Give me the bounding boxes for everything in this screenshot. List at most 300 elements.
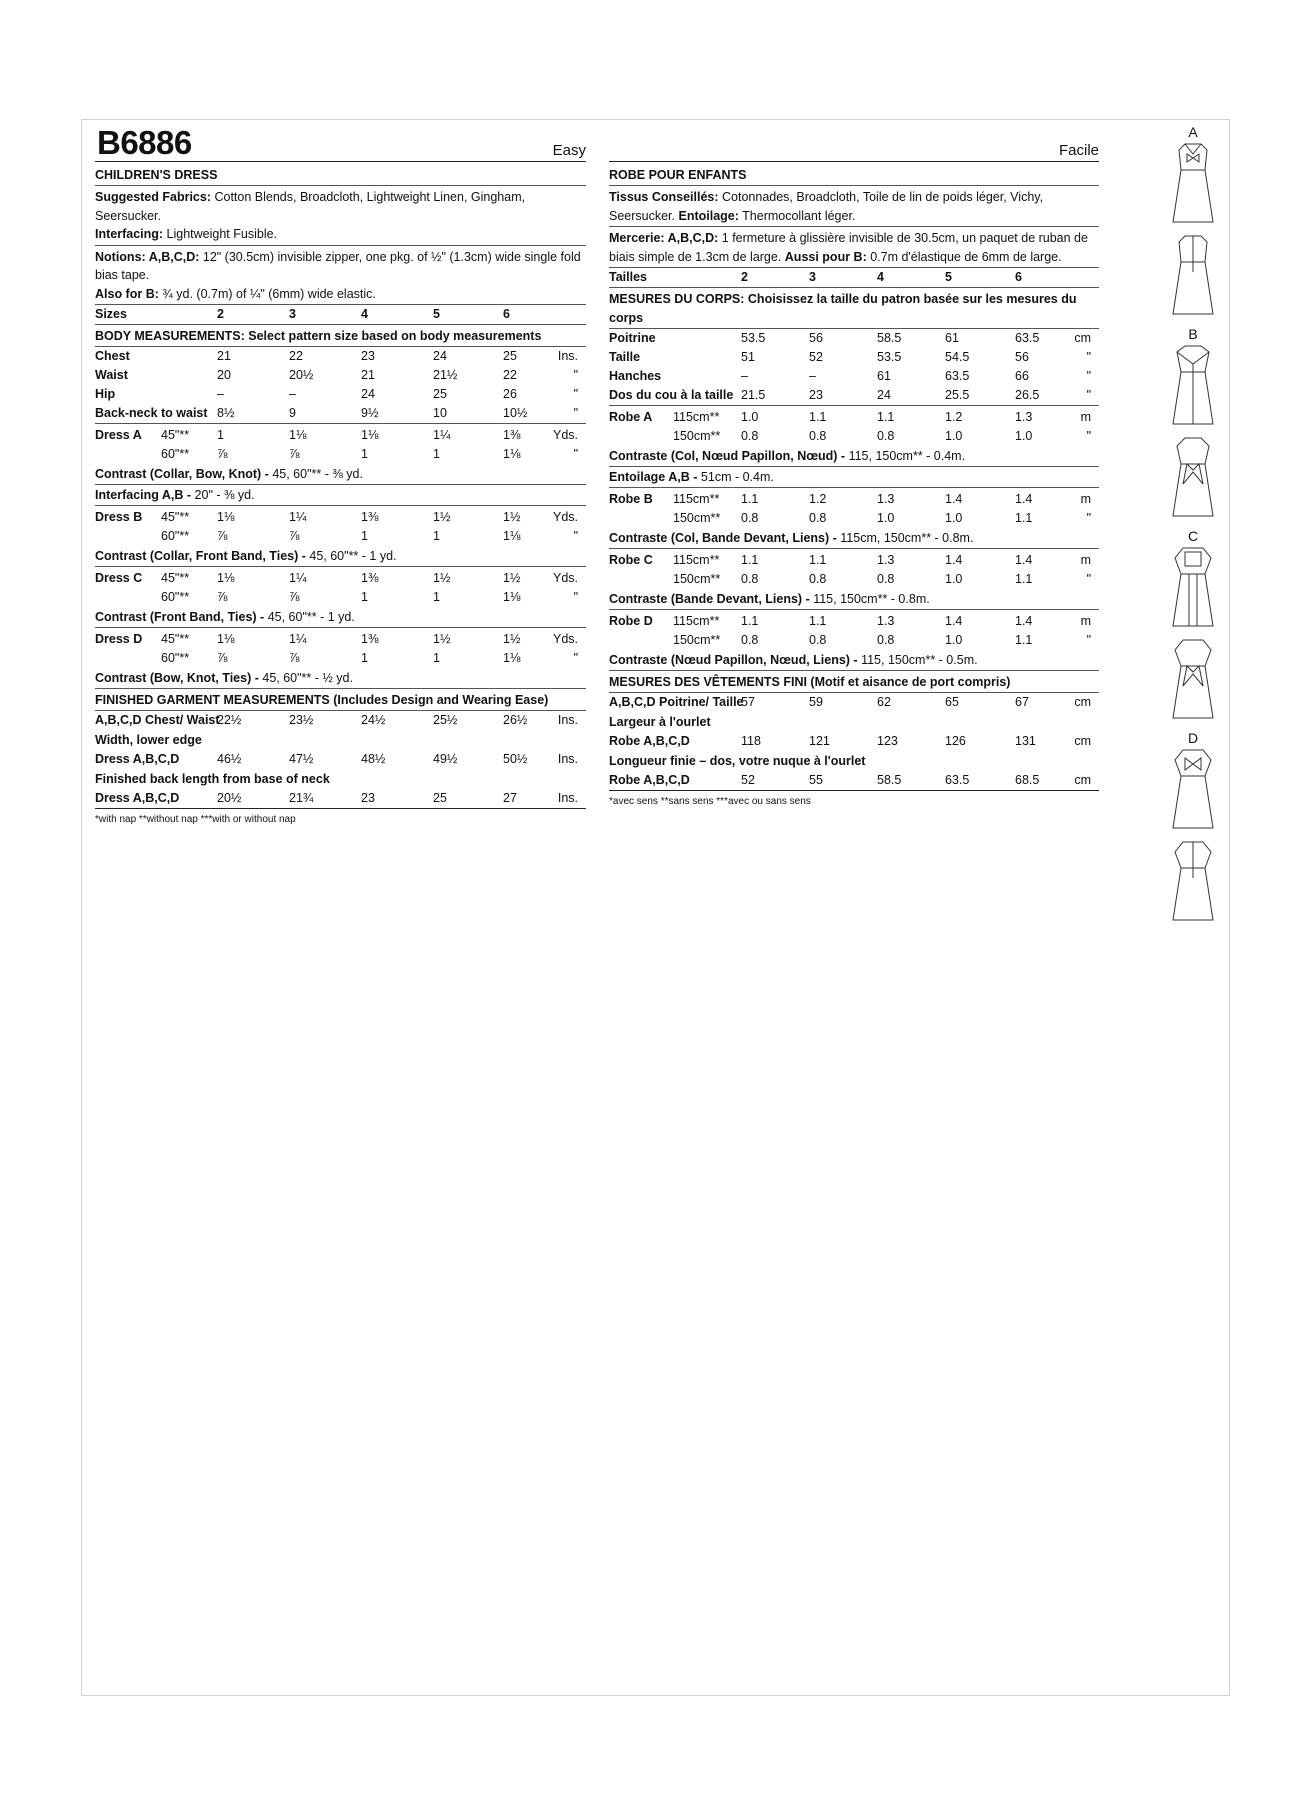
- text: 51cm - 0.4m.: [697, 470, 774, 484]
- unit: Yds.: [552, 571, 578, 585]
- yardage-row: [95, 527, 586, 546]
- cell-value: 1: [361, 651, 368, 665]
- yardage-row: [95, 445, 586, 464]
- cell-value: 56: [809, 331, 823, 345]
- cell-value: 131: [1015, 734, 1036, 748]
- fabric-width: 115cm**: [673, 553, 720, 567]
- cell-value: 1: [217, 428, 224, 442]
- row-label: Robe C: [609, 553, 653, 567]
- yardage-dress_b: [95, 506, 586, 546]
- cell-value: 1½: [503, 571, 521, 585]
- cell-value: 55: [809, 773, 823, 787]
- fabric-width: 150cm**: [673, 572, 721, 586]
- size-value: 4: [361, 307, 368, 321]
- cell-value: 1⅛: [503, 447, 521, 461]
- finished-row: [609, 771, 1099, 791]
- contrast-line: [95, 464, 586, 485]
- row-label: Back-neck to waist: [95, 406, 208, 420]
- label: Entoilage A,B -: [609, 470, 698, 484]
- label: Notions: A,B,C,D:: [95, 249, 200, 264]
- cell-value: 26: [503, 387, 517, 401]
- fabric-width: 115cm**: [673, 410, 720, 424]
- label: Tissus Conseillés:: [609, 190, 719, 204]
- cell-value: 25: [433, 387, 447, 401]
- cell-value: 0.8: [741, 429, 759, 443]
- body-row: [95, 385, 586, 404]
- yardage-row: [609, 551, 1099, 570]
- cell-value: 1.4: [945, 614, 963, 628]
- cell-value: 121: [809, 734, 830, 748]
- text: 0.7m d'élastique de 6mm de large.: [866, 249, 1062, 264]
- body-row: [95, 347, 586, 366]
- cell-value: 1.0: [945, 572, 963, 586]
- sizes-label: Tailles: [609, 270, 647, 284]
- contrast-line: [95, 668, 586, 689]
- cell-value: 22: [503, 368, 517, 382]
- cell-value: –: [809, 369, 816, 383]
- cell-value: 8½: [217, 406, 235, 420]
- label: Aussi pour B:: [784, 249, 867, 264]
- cell-value: 118: [741, 734, 761, 748]
- cell-value: 9½: [361, 406, 379, 420]
- row-label: Dos du cou à la taille: [609, 388, 734, 402]
- cell-value: 0.8: [809, 572, 827, 586]
- cell-value: 27: [503, 791, 517, 805]
- cell-value: 1: [433, 529, 440, 543]
- cell-value: –: [217, 387, 224, 401]
- unit: cm: [1074, 331, 1091, 345]
- body-measurements-heading: BODY MEASUREMENTS: Select pattern size based on body measurements: [95, 325, 586, 347]
- cell-value: 62: [877, 695, 891, 709]
- text: 12" (30.5cm) invisible zipper, one pkg. of ½" (1.3cm) wide single fold bias tape.: [95, 249, 581, 282]
- yardage-dress_d: [609, 610, 1099, 650]
- unit: ": [1086, 511, 1091, 525]
- difficulty-level: Facile: [1058, 142, 1099, 159]
- yardage-dress_a: [609, 406, 1099, 446]
- text: Thermocollant léger.: [738, 208, 856, 223]
- cell-value: 47½: [289, 752, 314, 766]
- yardage-dress_d: [95, 628, 586, 668]
- cell-value: 1.3: [877, 492, 895, 506]
- cell-value: 1.1: [741, 614, 759, 628]
- size-value: 6: [1015, 270, 1022, 284]
- fabric-width: 150cm**: [673, 429, 721, 443]
- back-length-label: Longueur finie – dos, votre nuque à l'ourlet: [609, 754, 866, 768]
- cell-value: ⅞: [217, 529, 228, 543]
- cell-value: 0.8: [741, 572, 759, 586]
- cell-value: 50½: [503, 752, 528, 766]
- cell-value: 1.2: [945, 410, 963, 424]
- yardage-row: [95, 649, 586, 668]
- unit: ": [1086, 572, 1091, 586]
- text: 115, 150cm** - 0.5m.: [857, 653, 978, 667]
- cell-value: 1⅛: [361, 428, 379, 442]
- text: ¾ yd. (0.7m) of ¼" (6mm) wide elastic.: [158, 286, 376, 301]
- cell-value: 0.8: [877, 572, 895, 586]
- cell-value: 24: [361, 387, 375, 401]
- cell-value: 25½: [433, 713, 458, 727]
- view-c-letter: C: [1187, 528, 1199, 544]
- cell-value: 123: [877, 734, 898, 748]
- french-column: [609, 124, 1099, 807]
- cell-value: 1⅜: [361, 571, 379, 585]
- unit: m: [1080, 410, 1091, 424]
- unit: ": [573, 651, 578, 665]
- fabric-width: 60"**: [161, 447, 190, 461]
- cell-value: 49½: [433, 752, 458, 766]
- cell-value: 1¼: [289, 571, 307, 585]
- cell-value: 10½: [503, 406, 528, 420]
- unit: ": [1086, 350, 1091, 364]
- footnote: *with nap **without nap ***with or without nap: [95, 814, 296, 825]
- dress-c-front-icon: [1167, 544, 1219, 630]
- cell-value: 0.8: [741, 633, 759, 647]
- body-row: [95, 366, 586, 385]
- pattern-title: CHILDREN'S DRESS: [95, 162, 586, 186]
- pattern-title: ROBE POUR ENFANTS: [609, 162, 1099, 186]
- cell-value: ⅞: [217, 590, 228, 604]
- unit: ": [573, 387, 578, 401]
- fabric-width: 150cm**: [673, 511, 721, 525]
- english-column: [95, 124, 586, 825]
- cell-value: 22½: [217, 713, 242, 727]
- unit: ": [573, 368, 578, 382]
- row-label: A,B,C,D Chest/ Waist: [95, 713, 220, 727]
- cell-value: ⅞: [289, 447, 300, 461]
- row-label: Dress A: [95, 428, 142, 442]
- cell-value: 48½: [361, 752, 386, 766]
- cell-value: 61: [877, 369, 891, 383]
- text: 1 fermeture à glissière invisible de 30.5cm, un paquet de ruban de biais simple de 1.3cm de large.: [609, 231, 1088, 264]
- contrast-line: [609, 589, 1099, 610]
- cell-value: 1.1: [1015, 572, 1033, 586]
- finished-measurements-heading: MESURES DES VÊTEMENTS FINI (Motif et aisance de port compris): [609, 671, 1099, 693]
- interfacing-ab-line: [95, 485, 586, 506]
- unit: ": [573, 406, 578, 420]
- cell-value: 61: [945, 331, 959, 345]
- cell-value: 24½: [361, 713, 386, 727]
- view-a-letter: A: [1188, 124, 1198, 140]
- contrast-line: [95, 546, 586, 567]
- size-value: 3: [809, 270, 816, 284]
- cell-value: 1⅛: [503, 651, 521, 665]
- cell-value: 1.1: [741, 553, 759, 567]
- cell-value: 1: [433, 447, 440, 461]
- sizes-label: Sizes: [95, 307, 127, 321]
- cell-value: 1.0: [945, 633, 963, 647]
- yardage-row: [95, 508, 586, 527]
- cell-value: 53.5: [877, 350, 902, 364]
- cell-value: 51: [741, 350, 755, 364]
- label: Contraste (Col, Nœud Papillon, Nœud) -: [609, 449, 846, 463]
- unit: ": [1086, 388, 1091, 402]
- cell-value: 52: [741, 773, 755, 787]
- cell-value: 1.3: [877, 614, 895, 628]
- cell-value: 20: [217, 368, 231, 382]
- cell-value: 65: [945, 695, 959, 709]
- cell-value: 1½: [433, 632, 451, 646]
- notions-paragraph: [95, 246, 586, 306]
- yardage-dress_a: [95, 424, 586, 464]
- cell-value: 63.5: [945, 773, 970, 787]
- cell-value: 23: [361, 791, 375, 805]
- cell-value: 63.5: [945, 369, 970, 383]
- cell-value: 23½: [289, 713, 314, 727]
- cell-value: 1½: [433, 571, 451, 585]
- cell-value: 1.1: [741, 492, 759, 506]
- cell-value: 1.0: [1015, 429, 1033, 443]
- cell-value: 54.5: [945, 350, 970, 364]
- yardage-row: [95, 426, 586, 445]
- cell-value: 58.5: [877, 773, 902, 787]
- cell-value: 24: [433, 349, 447, 363]
- label: Suggested Fabrics:: [95, 190, 211, 204]
- cell-value: 25.5: [945, 388, 970, 402]
- footnote: *avec sens **sans sens ***avec ou sans sens: [609, 796, 811, 807]
- fabric-width: 115cm**: [673, 614, 720, 628]
- row-label: Robe A,B,C,D: [609, 734, 690, 748]
- row-label: Waist: [95, 368, 128, 382]
- cell-value: 21½: [433, 368, 458, 382]
- yardage-dress_c: [95, 567, 586, 607]
- cell-value: 1.4: [1015, 614, 1033, 628]
- cell-value: 21: [361, 368, 375, 382]
- size-value: 2: [217, 307, 224, 321]
- cell-value: 1.4: [945, 553, 963, 567]
- row-label: Dress C: [95, 571, 143, 585]
- unit: ": [1086, 369, 1091, 383]
- cell-value: 1.3: [877, 553, 895, 567]
- dress-d-front-icon: [1167, 746, 1219, 832]
- cell-value: 1.1: [809, 614, 827, 628]
- row-label: Robe D: [609, 614, 653, 628]
- body-row: [609, 386, 1099, 406]
- unit: cm: [1074, 773, 1091, 787]
- dress-b-front-icon: [1167, 342, 1219, 428]
- cell-value: 1⅜: [503, 428, 521, 442]
- yardage-row: [609, 612, 1099, 631]
- unit: ": [573, 529, 578, 543]
- row-label: Taille: [609, 350, 641, 364]
- cell-value: 59: [809, 695, 823, 709]
- finished-row: [95, 750, 586, 769]
- unit: Yds.: [552, 632, 578, 646]
- label: Also for B:: [95, 286, 159, 301]
- row-label: Robe A,B,C,D: [609, 773, 690, 787]
- header: [609, 124, 1099, 162]
- row-label: Dress B: [95, 510, 143, 524]
- yardage-dress_c: [609, 549, 1099, 589]
- cell-value: 1½: [503, 510, 521, 524]
- label: Contrast (Front Band, Ties) -: [95, 610, 265, 624]
- cell-value: 21.5: [741, 388, 766, 402]
- cell-value: 1: [433, 590, 440, 604]
- cell-value: ⅞: [289, 651, 300, 665]
- finished-row: [609, 732, 1099, 751]
- cell-value: 1: [361, 529, 368, 543]
- cell-value: 1.0: [877, 511, 895, 525]
- cell-value: 1⅛: [503, 590, 521, 604]
- cell-value: 1.4: [1015, 492, 1033, 506]
- label: Contraste (Nœud Papillon, Nœud, Liens) -: [609, 653, 858, 667]
- row-label: Dress A,B,C,D: [95, 752, 180, 766]
- unit: Ins.: [557, 752, 578, 766]
- fabric-width: 45"**: [161, 632, 190, 646]
- fabric-width: 60"**: [161, 651, 190, 665]
- cell-value: 66: [1015, 369, 1029, 383]
- cell-value: 25: [503, 349, 517, 363]
- yardage-row: [609, 408, 1099, 427]
- cell-value: 1½: [503, 632, 521, 646]
- label: Entoilage:: [678, 208, 739, 223]
- cell-value: 58.5: [877, 331, 902, 345]
- cell-value: 20½: [217, 791, 242, 805]
- cell-value: 56: [1015, 350, 1029, 364]
- yardage-row: [609, 631, 1099, 650]
- cell-value: 1.0: [945, 429, 963, 443]
- text: Cotton Blends, Broadcloth, Lightweight Linen, Gingham, Seersucker.: [95, 190, 526, 223]
- body-row: [95, 404, 586, 424]
- unit: ": [1086, 429, 1091, 443]
- size-value: 4: [877, 270, 884, 284]
- contrast-line: [95, 607, 586, 628]
- label: Contrast (Collar, Bow, Knot) -: [95, 467, 269, 481]
- body-row: [609, 348, 1099, 367]
- cell-value: 9: [289, 406, 296, 420]
- fabric-width: 60"**: [161, 590, 190, 604]
- yardage-row: [609, 570, 1099, 589]
- yardage-row: [95, 569, 586, 588]
- cell-value: 0.8: [809, 429, 827, 443]
- unit: Ins.: [557, 713, 578, 727]
- label: Interfacing:: [95, 227, 164, 241]
- yardage-row: [609, 490, 1099, 509]
- cell-value: 1.1: [1015, 511, 1033, 525]
- cell-value: –: [741, 369, 748, 383]
- text: 20" - ⅜ yd.: [191, 488, 255, 502]
- cell-value: ⅞: [289, 590, 300, 604]
- label: Contrast (Bow, Knot, Ties) -: [95, 671, 259, 685]
- size-value: 5: [433, 307, 440, 321]
- cell-value: –: [289, 387, 296, 401]
- cell-value: 26½: [503, 713, 528, 727]
- cell-value: 0.8: [877, 429, 895, 443]
- fabric-width: 150cm**: [673, 633, 721, 647]
- fabrics-paragraph: [609, 186, 1099, 227]
- size-value: 6: [503, 307, 510, 321]
- cell-value: 1.2: [809, 492, 827, 506]
- row-label: Poitrine: [609, 331, 656, 345]
- unit: m: [1080, 614, 1091, 628]
- label: Contraste (Bande Devant, Liens) -: [609, 592, 810, 606]
- cell-value: 23: [361, 349, 375, 363]
- view-d-letter: D: [1187, 730, 1199, 746]
- text: 45, 60"** - 1 yd.: [305, 549, 397, 563]
- yardage-row: [609, 427, 1099, 446]
- cell-value: 21: [217, 349, 231, 363]
- cell-value: 1: [361, 447, 368, 461]
- row-label: Robe B: [609, 492, 653, 506]
- cell-value: ⅞: [217, 651, 228, 665]
- fabric-width: 60"**: [161, 529, 190, 543]
- unit: ": [573, 590, 578, 604]
- cell-value: 1¼: [433, 428, 451, 442]
- back-length-label: Finished back length from base of neck: [95, 772, 330, 786]
- cell-value: 24: [877, 388, 891, 402]
- cell-value: 1⅛: [217, 632, 235, 646]
- sizes-row: [95, 305, 586, 325]
- cell-value: 1.0: [945, 511, 963, 525]
- row-label: Hanches: [609, 369, 662, 383]
- dress-c-back-icon: [1167, 636, 1219, 722]
- yardage-dress_b: [609, 488, 1099, 528]
- cell-value: 1.1: [1015, 633, 1033, 647]
- cell-value: 1⅛: [217, 571, 235, 585]
- cell-value: 1: [433, 651, 440, 665]
- size-value: 5: [945, 270, 952, 284]
- text: 45, 60"** - 1 yd.: [264, 610, 355, 624]
- cell-value: ⅞: [217, 447, 228, 461]
- text: 115, 150cm** - 0.4m.: [845, 449, 966, 463]
- cell-value: 0.8: [809, 511, 827, 525]
- cell-value: 20½: [289, 368, 314, 382]
- row-label: A,B,C,D Poitrine/ Taille: [609, 695, 744, 709]
- fabric-width: 45"**: [161, 510, 190, 524]
- text: 115, 150cm** - 0.8m.: [809, 592, 930, 606]
- contrast-line: [609, 446, 1099, 467]
- cell-value: 1¼: [289, 510, 307, 524]
- cell-value: 0.8: [741, 511, 759, 525]
- difficulty-level: Easy: [552, 142, 586, 159]
- fabric-width: 115cm**: [673, 492, 720, 506]
- cell-value: 1.0: [741, 410, 759, 424]
- finished-row: [95, 711, 586, 730]
- cell-value: 1⅛: [289, 428, 307, 442]
- dress-d-back-icon: [1167, 838, 1219, 924]
- cell-value: 25: [433, 791, 447, 805]
- text: 45, 60"** - ⅜ yd.: [268, 467, 363, 481]
- finished-row: [609, 693, 1099, 712]
- cell-value: 46½: [217, 752, 242, 766]
- sizes-row: [609, 268, 1099, 288]
- unit: Yds.: [552, 428, 578, 442]
- unit: m: [1080, 553, 1091, 567]
- cell-value: 1.1: [809, 553, 827, 567]
- contrast-line: [609, 650, 1099, 671]
- cell-value: 10: [433, 406, 447, 420]
- label: Mercerie: A,B,C,D:: [609, 231, 719, 245]
- row-label: Hip: [95, 387, 116, 401]
- view-b-letter: B: [1188, 326, 1198, 342]
- cell-value: 21¾: [289, 791, 314, 805]
- yardage-row: [609, 509, 1099, 528]
- fabrics-paragraph: [95, 186, 586, 246]
- notions-paragraph: [609, 227, 1099, 268]
- unit: cm: [1074, 695, 1091, 709]
- cell-value: 26.5: [1015, 388, 1040, 402]
- cell-value: 53.5: [741, 331, 766, 345]
- cell-value: 1: [361, 590, 368, 604]
- cell-value: 0.8: [809, 633, 827, 647]
- body-row: [609, 329, 1099, 348]
- cell-value: 1⅜: [361, 632, 379, 646]
- cell-value: 1⅛: [503, 529, 521, 543]
- dress-a-back-icon: [1167, 232, 1219, 318]
- unit: m: [1080, 492, 1091, 506]
- cell-value: 68.5: [1015, 773, 1040, 787]
- cell-value: 1⅛: [217, 510, 235, 524]
- unit: Yds.: [552, 510, 578, 524]
